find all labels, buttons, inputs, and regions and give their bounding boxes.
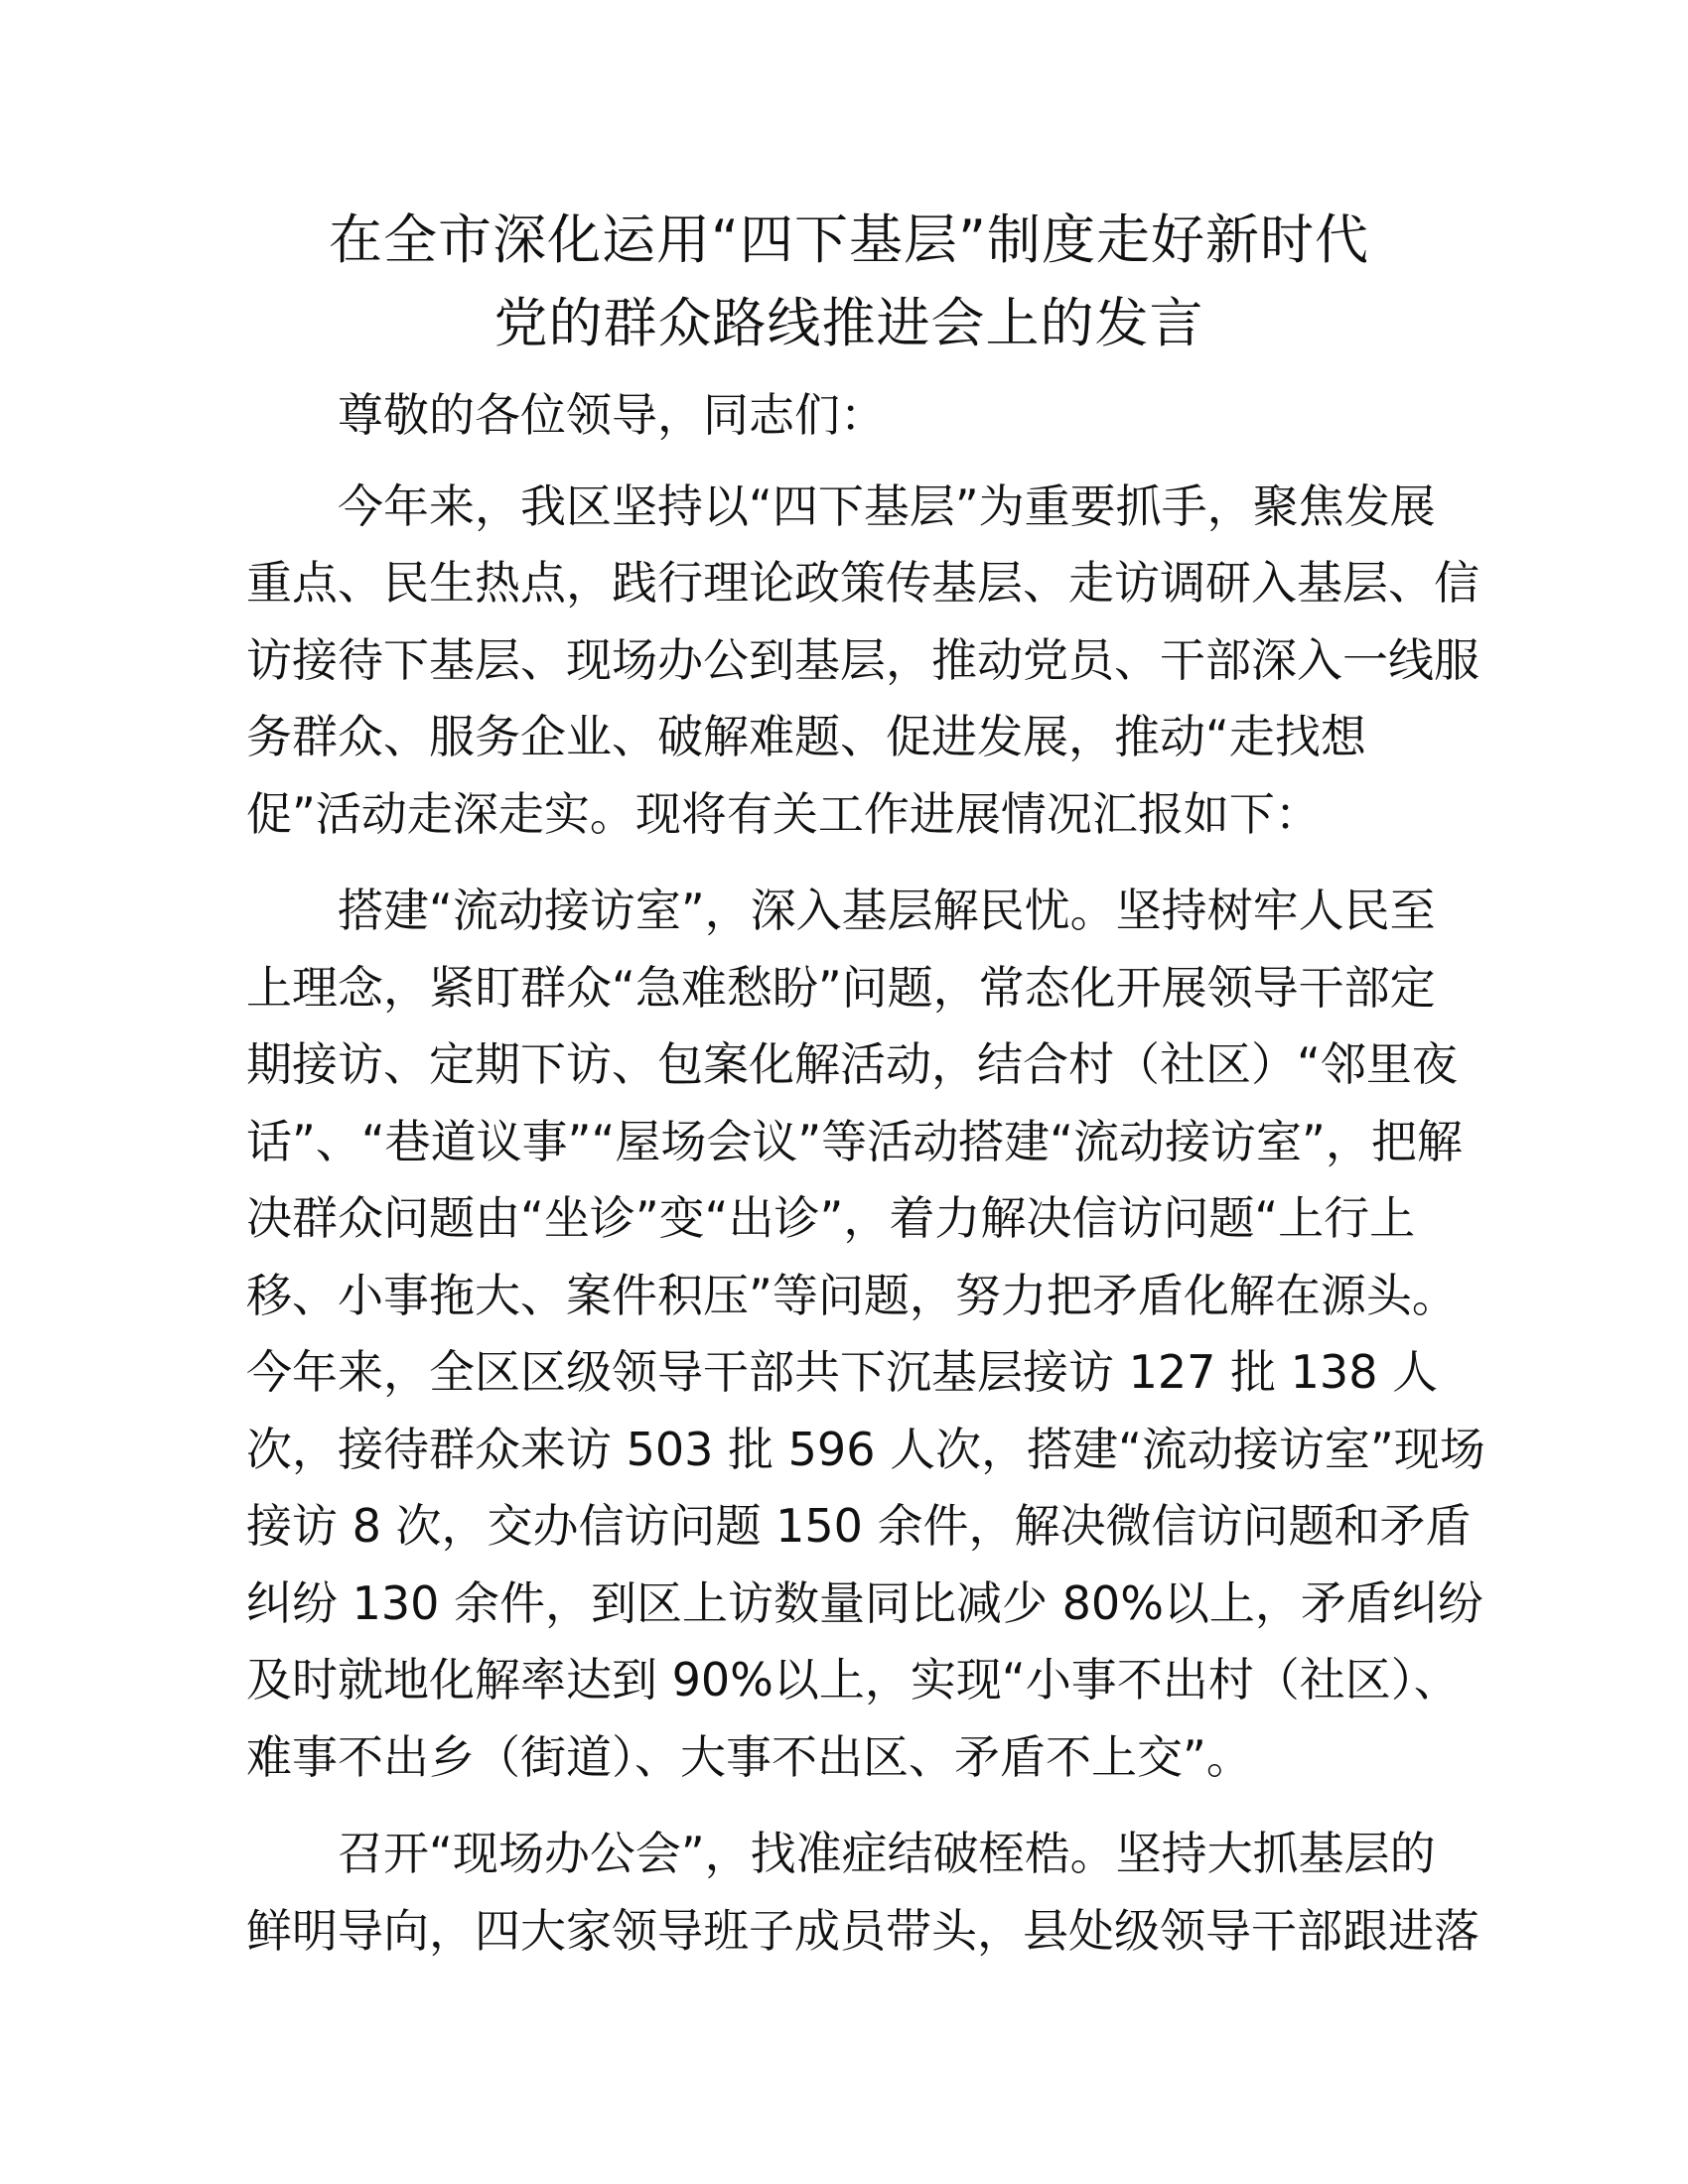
text-line: 上理念，紧盯群众“急难愁盼”问题，常态化开展领导干部定 bbox=[246, 960, 1436, 1015]
text-line: 重点、民生热点，践行理论政策传基层、走访调研入基层、信 bbox=[246, 556, 1479, 610]
text-line: 务群众、服务企业、破解难题、促进发展，推动“走找想 bbox=[246, 710, 1366, 763]
text-line: 尊敬的各位领导，同志们： bbox=[338, 388, 886, 442]
text-line: 次，接待群众来访 503 批 596 人次，搭建“流动接访室”现场 bbox=[246, 1422, 1485, 1476]
text-line: 话”、“巷道议事”“屋场会议”等活动搭建“流动接访室”，把解 bbox=[246, 1114, 1463, 1168]
document-title bbox=[238, 199, 1460, 365]
text-line: 期接访、定期下访、包案化解活动，结合村（社区）“邻里夜 bbox=[246, 1037, 1458, 1091]
intro-paragraph bbox=[246, 469, 1479, 854]
text-line: 难事不出乡（街道）、大事不出区、矛盾不上交”。 bbox=[246, 1729, 1252, 1784]
text-line: 今年来，我区坚持以“四下基层”为重要抓手，聚焦发展 bbox=[338, 478, 1436, 533]
salutation-paragraph bbox=[246, 377, 1438, 455]
text-line: 接访 8 次，交办信访问题 150 余件，解决微信访问题和矛盾 bbox=[246, 1499, 1472, 1553]
section-paragraph-mobile-reception bbox=[246, 873, 1485, 1796]
text-line: 促”活动走深走实。现将有关工作进展情况汇报如下： bbox=[246, 786, 1321, 841]
document-body bbox=[246, 377, 1485, 1970]
text-line: 纠纷 130 余件，到区上访数量同比减少 80%以上，矛盾纠纷 bbox=[246, 1575, 1483, 1630]
text-line: 搭建“流动接访室”，深入基层解民忧。坚持树牢人民至 bbox=[338, 884, 1436, 937]
text-line: 访接待下基层、现场办公到基层，推动党员、干部深入一线服 bbox=[246, 632, 1479, 687]
text-line: 决群众问题由“坐诊”变“出诊”，着力解决信访问题“上行上 bbox=[246, 1191, 1416, 1245]
text-line: 召开“现场办公会”，找准症结破桎梏。坚持大抓基层的 bbox=[338, 1827, 1436, 1880]
title-line-1: 在全市深化运用“四下基层”制度走好新时代 bbox=[329, 208, 1369, 271]
text-line: 今年来，全区区级领导干部共下沉基层接访 127 批 138 人 bbox=[246, 1345, 1439, 1399]
title-line-2: 党的群众路线推进会上的发言 bbox=[493, 292, 1204, 354]
text-line: 及时就地化解率达到 90%以上，实现“小事不出村（社区）、 bbox=[246, 1653, 1460, 1706]
text-line: 鲜明导向，四大家领导班子成员带头，县处级领导干部跟进落 bbox=[246, 1903, 1479, 1958]
text-line: 移、小事拖大、案件积压”等问题，努力把矛盾化解在源头。 bbox=[246, 1268, 1458, 1322]
section-paragraph-onsite-meeting bbox=[246, 1816, 1479, 1970]
